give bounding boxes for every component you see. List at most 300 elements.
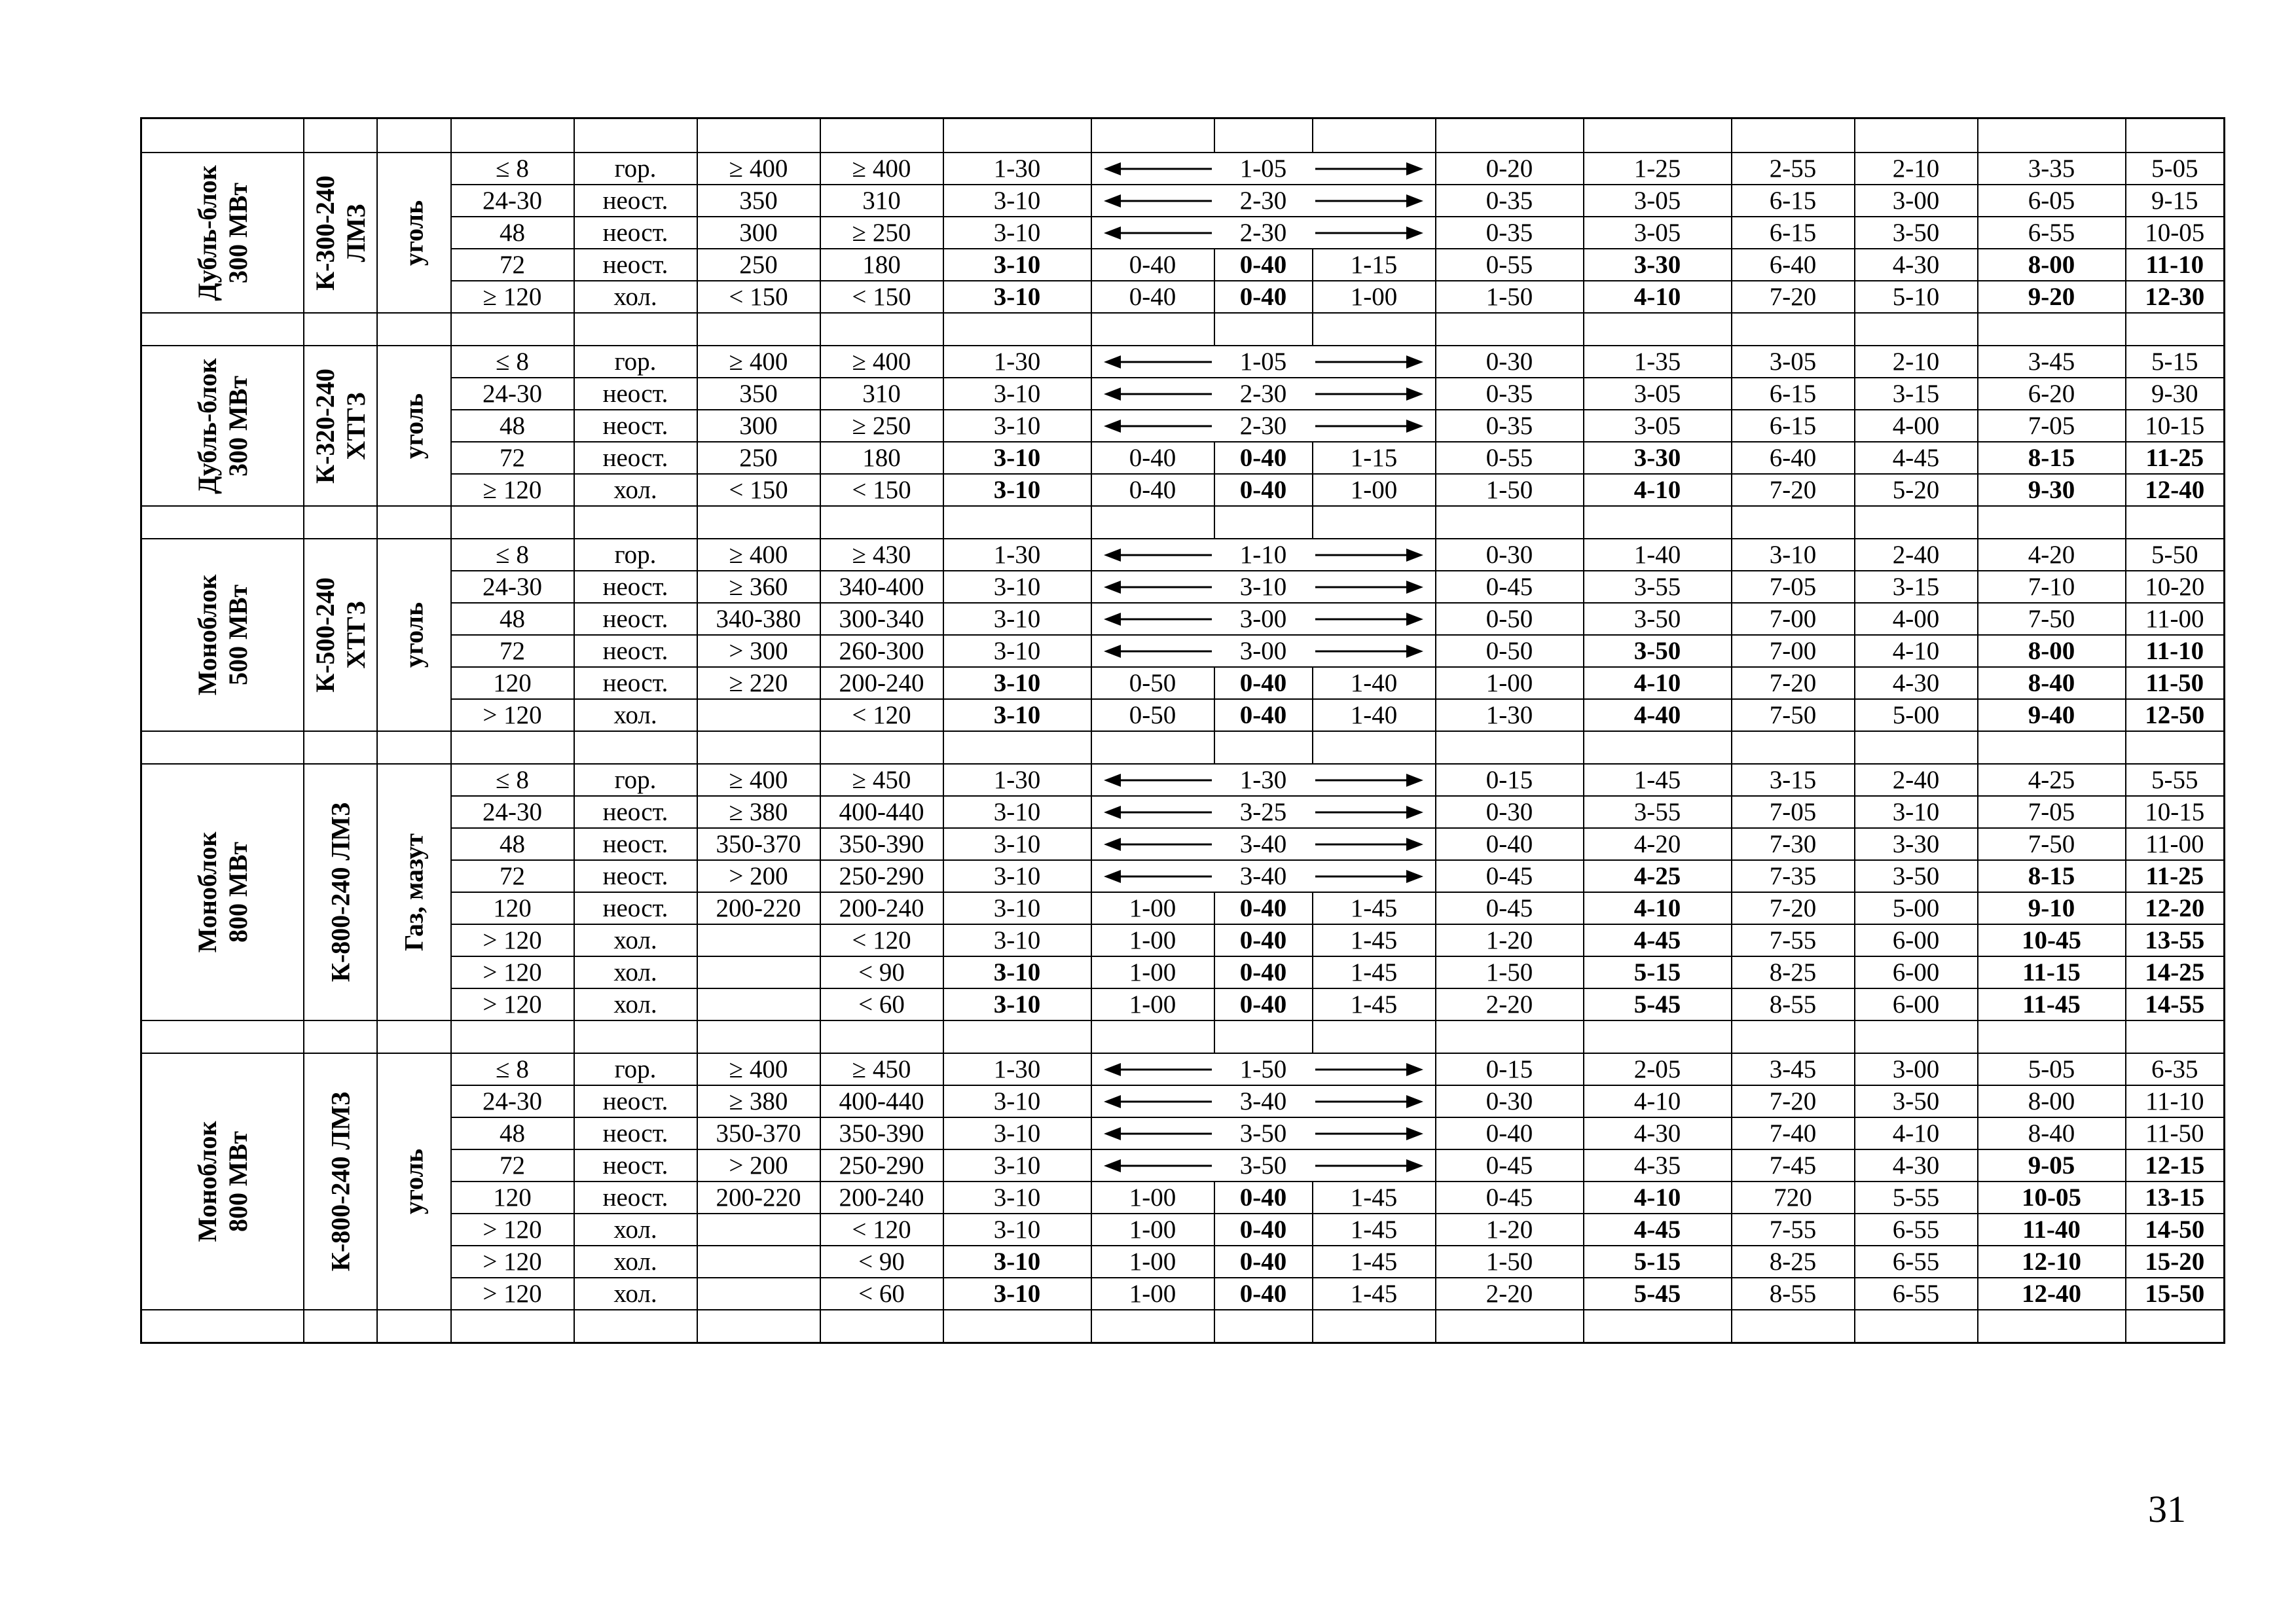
table-cell: 2-55 (1732, 153, 1855, 185)
table-cell: ≥ 220 (697, 667, 820, 699)
table-cell: 0-35 (1436, 185, 1584, 217)
table-cell: ≥ 120 (451, 474, 574, 506)
arrow-left-icon (1104, 162, 1212, 176)
table-cell: 0-40 (1214, 249, 1313, 281)
fuel-cell (377, 153, 451, 313)
table-cell: 6-00 (1855, 924, 1978, 956)
table-row (141, 1246, 2225, 1278)
table-row (141, 796, 2225, 828)
page-number: 31 (2148, 1488, 2186, 1530)
empty-cell (943, 731, 1091, 764)
empty-cell (377, 731, 451, 764)
empty-cell (1214, 506, 1313, 539)
arrow-span-cell (1091, 860, 1436, 892)
table-cell: 1-00 (1436, 667, 1584, 699)
table-cell: 10-05 (1978, 1182, 2126, 1214)
empty-cell (304, 1020, 377, 1053)
arrow-left-icon (1104, 419, 1212, 433)
unit-type-cell-label: Моноблок 500 МВт (192, 574, 253, 696)
turbine-cell (304, 1053, 377, 1310)
table-cell: 5-45 (1584, 988, 1732, 1020)
table-cell: 1-00 (1091, 956, 1214, 988)
table-cell: 3-05 (1584, 378, 1732, 410)
arrow-span-cell (1091, 828, 1436, 860)
table-cell: ≥ 400 (697, 346, 820, 378)
table-cell: 7-55 (1732, 1214, 1855, 1246)
table-cell: 8-15 (1978, 442, 2126, 474)
table-cell: 11-50 (2126, 667, 2225, 699)
table-cell: 250-290 (820, 860, 943, 892)
table-cell: неост. (574, 1182, 697, 1214)
table-cell: 3-05 (1732, 346, 1855, 378)
table-cell: 4-10 (1855, 1117, 1978, 1149)
arrow-span-cell (1091, 1053, 1436, 1085)
empty-cell (1855, 506, 1978, 539)
table-row (141, 410, 2225, 442)
table-cell: 0-55 (1436, 442, 1584, 474)
arrow-left-icon (1104, 226, 1212, 240)
table-cell: 3-10 (943, 442, 1091, 474)
table-cell: неост. (574, 1085, 697, 1117)
table-cell: ≥ 250 (820, 410, 943, 442)
turbine-cell-label: К-300-240 ЛМЗ (310, 175, 371, 291)
table-cell: 3-50 (1855, 860, 1978, 892)
table-cell: 1-00 (1313, 281, 1436, 313)
empty-cell (451, 313, 574, 346)
table-cell: < 120 (820, 924, 943, 956)
empty-cell (1436, 1310, 1584, 1343)
table-cell: гор. (574, 346, 697, 378)
table-cell: 1-00 (1091, 1214, 1214, 1246)
table-cell: 0-40 (1091, 474, 1214, 506)
table-cell: 5-50 (2126, 539, 2225, 571)
table-cell: 3-10 (943, 828, 1091, 860)
table-cell: 2-40 (1855, 539, 1978, 571)
table-cell: 72 (451, 635, 574, 667)
table-cell: 3-10 (943, 892, 1091, 924)
table-cell: > 120 (451, 699, 574, 731)
empty-cell (574, 1310, 697, 1343)
table-cell: 6-20 (1978, 378, 2126, 410)
table-cell: 3-15 (1855, 571, 1978, 603)
table-cell: < 150 (820, 281, 943, 313)
empty-cell (1978, 731, 2126, 764)
table-cell: 0-40 (1214, 1182, 1313, 1214)
arrow-right-icon (1315, 869, 1423, 884)
empty-cell (377, 118, 451, 153)
table-cell: 5-00 (1855, 699, 1978, 731)
table-cell: гор. (574, 764, 697, 796)
table-cell: ≥ 400 (697, 764, 820, 796)
table-cell: 3-10 (943, 667, 1091, 699)
table-cell: гор. (574, 153, 697, 185)
empty-cell (1732, 313, 1855, 346)
table-cell: ≥ 400 (697, 539, 820, 571)
table-cell: 8-00 (1978, 635, 2126, 667)
table-cell: 13-15 (2126, 1182, 2225, 1214)
table-cell: 0-40 (1436, 828, 1584, 860)
table-cell: ≤ 8 (451, 346, 574, 378)
empty-cell (574, 118, 697, 153)
turbine-cell (304, 764, 377, 1020)
table-cell: 7-20 (1732, 892, 1855, 924)
table-cell: 1-20 (1436, 924, 1584, 956)
table-cell: 350 (697, 378, 820, 410)
table-cell: 200-240 (820, 892, 943, 924)
table-cell: 3-10 (943, 1117, 1091, 1149)
empty-cell (1855, 313, 1978, 346)
table-cell: гор. (574, 1053, 697, 1085)
table-row (141, 539, 2225, 571)
empty-cell (141, 506, 304, 539)
table-cell: 0-40 (1214, 924, 1313, 956)
arrow-span-value: 1-05 (1239, 154, 1287, 183)
unit-type-cell (141, 1053, 304, 1310)
table-cell: 9-10 (1978, 892, 2126, 924)
table-cell: 5-15 (1584, 1246, 1732, 1278)
empty-cell (304, 313, 377, 346)
table-cell: 350-390 (820, 1117, 943, 1149)
table-cell: 0-55 (1436, 249, 1584, 281)
empty-cell (1313, 731, 1436, 764)
table-cell: 120 (451, 1182, 574, 1214)
table-cell: 0-15 (1436, 764, 1584, 796)
table-cell: 0-35 (1436, 410, 1584, 442)
arrow-span-value: 1-10 (1239, 541, 1287, 569)
table-cell: 12-50 (2126, 699, 2225, 731)
table-cell: 10-20 (2126, 571, 2225, 603)
table-cell: 48 (451, 828, 574, 860)
table-cell: 5-15 (2126, 346, 2225, 378)
empty-cell (141, 313, 304, 346)
table-cell: 1-15 (1313, 442, 1436, 474)
table-cell: 1-00 (1091, 1278, 1214, 1310)
table-cell: 5-45 (1584, 1278, 1732, 1310)
arrow-span-value: 2-30 (1239, 219, 1287, 247)
arrow-span-value: 3-40 (1239, 830, 1287, 858)
table-cell: ≥ 430 (820, 539, 943, 571)
table-cell: 200-220 (697, 892, 820, 924)
empty-cell (943, 506, 1091, 539)
arrow-left-icon (1104, 805, 1212, 820)
table-cell: 10-05 (2126, 217, 2225, 249)
table-cell: 4-10 (1584, 1085, 1732, 1117)
table-row (141, 153, 2225, 185)
empty-cell (451, 1020, 574, 1053)
arrow-right-icon (1315, 837, 1423, 852)
table-cell: неост. (574, 603, 697, 635)
table-cell: 6-55 (1855, 1278, 1978, 1310)
table-cell: 0-40 (1091, 281, 1214, 313)
table-cell: 4-10 (1584, 667, 1732, 699)
table-cell: 0-40 (1214, 699, 1313, 731)
unit-type-cell-label: Моноблок 800 МВт (192, 1121, 253, 1242)
empty-cell (141, 118, 304, 153)
table-cell: 9-30 (1978, 474, 2126, 506)
table-cell: 1-50 (1436, 1246, 1584, 1278)
table-cell: 10-15 (2126, 410, 2225, 442)
fuel-cell-label: уголь (399, 602, 429, 668)
table-cell: 11-40 (1978, 1214, 2126, 1246)
arrow-right-icon (1315, 1159, 1423, 1173)
table-cell: 48 (451, 410, 574, 442)
table-cell: 5-55 (2126, 764, 2225, 796)
table-cell: 1-45 (1313, 892, 1436, 924)
table-cell: 4-10 (1855, 635, 1978, 667)
table-cell: 14-55 (2126, 988, 2225, 1020)
table-cell: 5-20 (1855, 474, 1978, 506)
table-cell: 72 (451, 442, 574, 474)
table-cell: 120 (451, 892, 574, 924)
table-cell: 4-25 (1584, 860, 1732, 892)
arrow-span-value: 1-30 (1239, 766, 1287, 794)
table-cell: 15-50 (2126, 1278, 2225, 1310)
empty-cell (1732, 1310, 1855, 1343)
arrow-left-icon (1104, 1127, 1212, 1141)
table-cell: 7-35 (1732, 860, 1855, 892)
table-cell: ≥ 360 (697, 571, 820, 603)
table-cell: хол. (574, 1246, 697, 1278)
table-cell: 7-45 (1732, 1149, 1855, 1182)
empty-cell (1436, 731, 1584, 764)
table-cell: > 120 (451, 1246, 574, 1278)
table-cell: ≤ 8 (451, 153, 574, 185)
table-cell: 3-55 (1584, 571, 1732, 603)
arrow-left-icon (1104, 194, 1212, 208)
table-cell: 1-25 (1584, 153, 1732, 185)
table-cell: неост. (574, 1149, 697, 1182)
table-cell: 3-45 (1732, 1053, 1855, 1085)
table-cell: 350-370 (697, 1117, 820, 1149)
table-cell: 2-10 (1855, 346, 1978, 378)
unit-type-cell (141, 346, 304, 506)
fuel-cell (377, 764, 451, 1020)
table-cell: 3-10 (943, 1278, 1091, 1310)
table-cell: 12-20 (2126, 892, 2225, 924)
table-cell: 180 (820, 249, 943, 281)
table-cell: 24-30 (451, 796, 574, 828)
table-cell: 3-10 (943, 956, 1091, 988)
table-cell: 0-45 (1436, 1182, 1584, 1214)
table-cell: 24-30 (451, 185, 574, 217)
empty-cell (1091, 731, 1214, 764)
table-cell: 6-15 (1732, 217, 1855, 249)
empty-cell (1214, 313, 1313, 346)
table-cell: ≥ 400 (697, 153, 820, 185)
table-row (141, 1053, 2225, 1085)
table-cell: 11-10 (2126, 635, 2225, 667)
table-cell: хол. (574, 474, 697, 506)
table-cell: 1-40 (1313, 667, 1436, 699)
table-cell: 1-00 (1091, 1182, 1214, 1214)
fuel-cell (377, 346, 451, 506)
table-cell: 8-40 (1978, 1117, 2126, 1149)
table-cell: 7-05 (1978, 410, 2126, 442)
empty-cell (1978, 118, 2126, 153)
table-cell: 4-10 (1584, 474, 1732, 506)
table-row (141, 346, 2225, 378)
table-cell: 6-35 (2126, 1053, 2225, 1085)
empty-cell (1214, 1310, 1313, 1343)
group-separator-row (141, 1310, 2225, 1343)
table-cell: 250-290 (820, 1149, 943, 1182)
unit-type-cell (141, 764, 304, 1020)
table-cell: 2-05 (1584, 1053, 1732, 1085)
table-cell: ≥ 250 (820, 217, 943, 249)
table-cell: 10-45 (1978, 924, 2126, 956)
table-cell: 1-45 (1313, 924, 1436, 956)
table-cell: 4-45 (1855, 442, 1978, 474)
table-header-row (141, 118, 2225, 153)
empty-cell (304, 731, 377, 764)
table-cell: 1-45 (1313, 1214, 1436, 1246)
arrow-left-icon (1104, 644, 1212, 659)
fuel-cell (377, 539, 451, 731)
table-cell: 12-15 (2126, 1149, 2225, 1182)
table-cell: 250 (697, 442, 820, 474)
table-cell: 48 (451, 217, 574, 249)
turbine-cell-label: К-800-240 ЛМЗ (325, 802, 355, 983)
table-cell: 3-10 (943, 1182, 1091, 1214)
table-row (141, 764, 2225, 796)
table-cell: 9-30 (2126, 378, 2225, 410)
table-cell: 8-40 (1978, 667, 2126, 699)
table-cell: ≥ 400 (820, 153, 943, 185)
table-row (141, 924, 2225, 956)
empty-cell (304, 506, 377, 539)
table-cell: 3-10 (943, 571, 1091, 603)
arrow-span-cell (1091, 796, 1436, 828)
empty-cell (1436, 1020, 1584, 1053)
table-cell: 1-40 (1584, 539, 1732, 571)
empty-cell (451, 506, 574, 539)
table-cell: 3-50 (1584, 635, 1732, 667)
table-cell: 200-220 (697, 1182, 820, 1214)
empty-cell (377, 1310, 451, 1343)
group-separator-row (141, 313, 2225, 346)
table-cell: 8-25 (1732, 1246, 1855, 1278)
table-cell: 3-10 (943, 796, 1091, 828)
table-cell: 3-10 (1855, 796, 1978, 828)
table-cell: 350-370 (697, 828, 820, 860)
table-cell: 3-10 (943, 410, 1091, 442)
table-cell: 3-10 (1732, 539, 1855, 571)
table-cell: > 120 (451, 1278, 574, 1310)
table-cell: 0-35 (1436, 217, 1584, 249)
table-cell: 11-50 (2126, 1117, 2225, 1149)
unit-type-cell-label: Дубль-блок 300 МВт (192, 164, 253, 301)
table-cell: 6-40 (1732, 442, 1855, 474)
arrow-span-value: 2-30 (1239, 187, 1287, 215)
table-cell: 9-15 (2126, 185, 2225, 217)
turbine-cell (304, 153, 377, 313)
table-cell (697, 699, 820, 731)
table-cell: неост. (574, 635, 697, 667)
table-cell: 1-30 (943, 764, 1091, 796)
arrow-span-cell (1091, 1117, 1436, 1149)
table-cell: 0-40 (1214, 892, 1313, 924)
arrow-span-value: 3-10 (1239, 573, 1287, 601)
unit-type-cell-label: Дубль-блок 300 МВт (192, 357, 253, 494)
table-row (141, 378, 2225, 410)
table-cell: 7-20 (1732, 667, 1855, 699)
table-cell: 7-00 (1732, 603, 1855, 635)
empty-cell (574, 731, 697, 764)
table-cell: 4-30 (1855, 249, 1978, 281)
table-cell: 0-30 (1436, 1085, 1584, 1117)
table-cell: 7-30 (1732, 828, 1855, 860)
empty-cell (1436, 118, 1584, 153)
fuel-cell-label: уголь (399, 1148, 429, 1215)
table-cell: 3-15 (1732, 764, 1855, 796)
empty-cell (451, 118, 574, 153)
table-cell: 4-30 (1855, 1149, 1978, 1182)
table-cell: 720 (1732, 1182, 1855, 1214)
table-cell: хол. (574, 1214, 697, 1246)
table-cell: ≥ 400 (820, 346, 943, 378)
table-cell: неост. (574, 860, 697, 892)
table-cell: 8-00 (1978, 249, 2126, 281)
table-cell: ≥ 120 (451, 281, 574, 313)
table-cell: 1-30 (943, 153, 1091, 185)
table-cell: 0-50 (1091, 699, 1214, 731)
table-cell: 0-30 (1436, 539, 1584, 571)
empty-cell (1214, 118, 1313, 153)
table-cell: 200-240 (820, 667, 943, 699)
empty-cell (1091, 313, 1214, 346)
table-row (141, 1182, 2225, 1214)
arrow-span-cell (1091, 764, 1436, 796)
table-cell: 3-10 (943, 1149, 1091, 1182)
arrow-span-cell (1091, 635, 1436, 667)
arrow-span-cell (1091, 185, 1436, 217)
arrow-right-icon (1315, 644, 1423, 659)
arrow-right-icon (1315, 1094, 1423, 1109)
table-cell: < 90 (820, 956, 943, 988)
table-cell: 24-30 (451, 571, 574, 603)
unit-type-cell-label: Моноблок 800 МВт (192, 831, 253, 953)
table-cell: 300 (697, 410, 820, 442)
empty-cell (1732, 731, 1855, 764)
table-cell: 5-05 (2126, 153, 2225, 185)
table-cell: 4-25 (1978, 764, 2126, 796)
arrow-left-icon (1104, 773, 1212, 787)
table-cell: неост. (574, 410, 697, 442)
table-cell: 14-25 (2126, 956, 2225, 988)
table-cell: 1-45 (1313, 1278, 1436, 1310)
arrow-span-cell (1091, 539, 1436, 571)
arrow-span-value: 3-50 (1239, 1119, 1287, 1147)
empty-cell (1091, 1020, 1214, 1053)
empty-cell (1313, 1020, 1436, 1053)
table-cell: 7-05 (1978, 796, 2126, 828)
arrow-span-value: 3-25 (1239, 798, 1287, 826)
empty-cell (820, 506, 943, 539)
table-cell: 6-15 (1732, 410, 1855, 442)
table-cell: 14-50 (2126, 1214, 2225, 1246)
table-cell: 1-50 (1436, 956, 1584, 988)
table-cell: 0-40 (1091, 442, 1214, 474)
turbine-cell (304, 539, 377, 731)
table-row (141, 603, 2225, 635)
table-cell: 11-25 (2126, 442, 2225, 474)
table-cell: 0-45 (1436, 1149, 1584, 1182)
empty-cell (943, 313, 1091, 346)
table-cell: < 120 (820, 699, 943, 731)
table-cell: 3-10 (943, 1246, 1091, 1278)
arrow-right-icon (1315, 773, 1423, 787)
table-cell: 4-20 (1978, 539, 2126, 571)
